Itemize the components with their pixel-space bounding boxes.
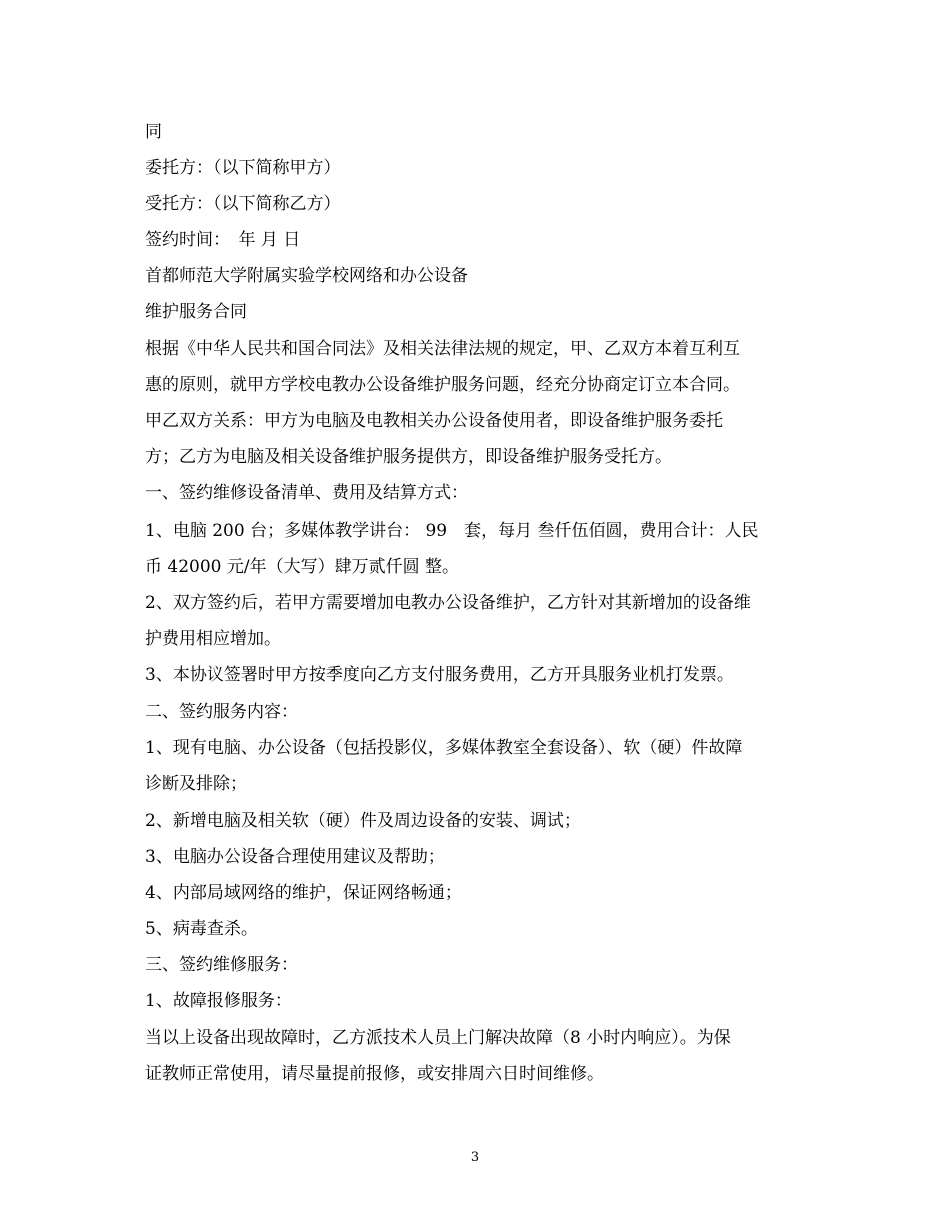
text-line: 一、签约维修设备清单、费用及结算方式： bbox=[145, 483, 468, 503]
text-line: 委托方：（以下简称甲方） bbox=[145, 158, 341, 178]
text-line: 同 bbox=[145, 122, 162, 142]
text-line: 方；乙方为电脑及相关设备维护服务提供方，即设备维护服务受托方。 bbox=[145, 447, 672, 467]
text-line: 2、双方签约后，若甲方需要增加电教办公设备维护，乙方针对其新增加的设备维 bbox=[145, 593, 751, 613]
text-line: 1、故障报修服务： bbox=[145, 991, 292, 1011]
text-line: 甲乙双方关系：甲方为电脑及电教相关办公设备使用者，即设备维护服务委托 bbox=[145, 411, 723, 431]
text-line: 当以上设备出现故障时，乙方派技术人员上门解决故障（8 小时内响应）。为保 bbox=[145, 1028, 731, 1048]
text-line: 3、电脑办公设备合理使用建议及帮助； bbox=[145, 847, 445, 867]
text-line: 2、新增电脑及相关软（硬）件及周边设备的安装、调试； bbox=[145, 811, 581, 831]
text-line: 三、签约维修服务： bbox=[145, 955, 298, 975]
text-line: 4、内部局域网络的维护，保证网络畅通； bbox=[145, 883, 462, 903]
text-line: 受托方：（以下简称乙方） bbox=[145, 194, 341, 214]
text-line: 惠的原则，就甲方学校电教办公设备维护服务问题，经充分协商定订立本合同。 bbox=[145, 375, 740, 395]
text-line: 维护服务合同 bbox=[145, 302, 247, 322]
text-line: 诊断及排除； bbox=[145, 774, 247, 794]
text-line: 护费用相应增加。 bbox=[145, 629, 281, 649]
text-line: 证教师正常使用，请尽量提前报修，或安排周六日时间维修。 bbox=[145, 1064, 604, 1084]
text-line: 3、本协议签署时甲方按季度向乙方支付服务费用，乙方开具服务业机打发票。 bbox=[145, 665, 734, 685]
text-line: 根据《中华人民共和国合同法》及相关法律法规的规定，甲、乙双方本着互利互 bbox=[145, 339, 740, 359]
text-line: 币 42000 元/年（大写）肆万贰仟圆 整。 bbox=[145, 557, 460, 577]
text-line: 二、签约服务内容： bbox=[145, 702, 298, 722]
text-line: 5、病毒查杀。 bbox=[145, 919, 258, 939]
page-number: 3 bbox=[470, 1150, 480, 1165]
text-line: 首都师范大学附属实验学校网络和办公设备 bbox=[145, 266, 468, 286]
text-line: 签约时间： 年 月 日 bbox=[145, 230, 301, 250]
text-line: 1、现有电脑、办公设备（包括投影仪，多媒体教室全套设备）、软（硬）件故障 bbox=[145, 738, 743, 758]
text-line: 1、电脑 200 台；多媒体教学讲台： 99 套，每月 叁仟伍佰圆，费用合计：人民 bbox=[145, 521, 759, 541]
